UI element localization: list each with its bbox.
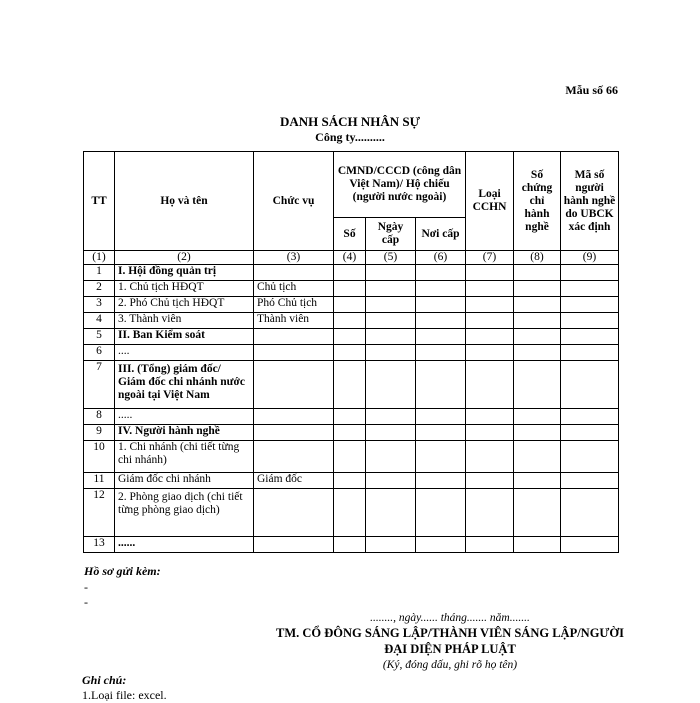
column-number: (5): [366, 251, 416, 265]
row-position: Phó Chủ tịch: [254, 297, 334, 313]
row-number: 9: [84, 425, 115, 441]
row-name: 2. Phó Chủ tịch HĐQT: [115, 297, 254, 313]
row-number: 6: [84, 345, 115, 361]
attachments-title: Hồ sơ gửi kèm:: [84, 564, 161, 578]
header-id-number: Số: [334, 218, 366, 251]
table-row: [84, 297, 619, 313]
header-name: Họ và tên: [115, 152, 254, 251]
row-number: 10: [84, 441, 115, 473]
column-number: (3): [254, 251, 334, 265]
document-title: DANH SÁCH NHÂN SỰ: [280, 114, 420, 129]
row-number: 1: [84, 265, 115, 281]
table-row: [84, 441, 619, 473]
row-position: [254, 537, 334, 553]
table-row: [84, 489, 619, 537]
header-position: Chức vụ: [254, 152, 334, 251]
table-row: [84, 473, 619, 489]
row-number: 12: [84, 489, 115, 537]
header-cert-type: Loại CCHN: [466, 152, 514, 251]
row-position: [254, 265, 334, 281]
row-position: Chủ tịch: [254, 281, 334, 297]
row-number: 8: [84, 409, 115, 425]
row-name: 3. Thành viên: [115, 313, 254, 329]
row-position: [254, 425, 334, 441]
row-number: 3: [84, 297, 115, 313]
row-position: Giám đốc: [254, 473, 334, 489]
row-number: 5: [84, 329, 115, 345]
table-row: [84, 361, 619, 409]
row-position: [254, 409, 334, 425]
column-number: (4): [334, 251, 366, 265]
header-issue-place: Nơi cấp: [416, 218, 466, 251]
attachment-item: -: [84, 580, 88, 594]
table-row: [84, 281, 619, 297]
row-position: Thành viên: [254, 313, 334, 329]
row-name: III. (Tổng) giám đốc/ Giám đốc chi nhánh nước ngoài tại Việt Nam: [115, 361, 254, 409]
header-practitioner-code: Mã số người hành nghề do UBCK xác định: [561, 152, 619, 251]
column-number: (2): [115, 251, 254, 265]
row-position: [254, 329, 334, 345]
table-row: [84, 313, 619, 329]
column-number: (7): [466, 251, 514, 265]
row-number: 7: [84, 361, 115, 409]
table-row: [84, 265, 619, 281]
column-number: (8): [514, 251, 561, 265]
row-position: [254, 345, 334, 361]
date-line: ........, ngày...... tháng....... năm.......: [370, 612, 530, 624]
signature-note: (Ký, đóng dấu, ghi rõ họ tên): [382, 659, 518, 671]
table-row: [84, 537, 619, 553]
row-name: IV. Người hành nghề: [115, 425, 254, 441]
header-tt: TT: [84, 152, 115, 251]
staff-table: [83, 151, 619, 553]
header-cert-number: Số chứng chỉ hành nghề: [514, 152, 561, 251]
row-name: 1. Chủ tịch HĐQT: [115, 281, 254, 297]
column-number-row: [84, 251, 619, 265]
company-subtitle: Công ty..........: [315, 130, 385, 144]
row-number: 13: [84, 537, 115, 553]
row-name: I. Hội đồng quản trị: [115, 265, 254, 281]
row-position: [254, 361, 334, 409]
row-position: [254, 441, 334, 473]
row-name: II. Ban Kiểm soát: [115, 329, 254, 345]
note-item: 1.Loại file: excel.: [82, 688, 167, 702]
column-number: (1): [84, 251, 115, 265]
row-number: 11: [84, 473, 115, 489]
form-number: Mẫu số 66: [565, 83, 618, 97]
row-name: .....: [115, 409, 254, 425]
row-name: 1. Chi nhánh (chi tiết từng chi nhánh): [115, 441, 254, 473]
table-row: [84, 329, 619, 345]
header-id-group: CMND/CCCD (công dân Việt Nam)/ Hộ chiếu (người nước ngoài): [334, 152, 466, 218]
row-name: 2. Phòng giao dịch (chi tiết từng phòng giao dịch): [115, 489, 254, 537]
header-issue-date: Ngày cấp: [366, 218, 416, 251]
table-row: [84, 345, 619, 361]
signature-title: TM. CỔ ĐÔNG SÁNG LẬP/THÀNH VIÊN SÁNG LẬP/NGƯỜI ĐẠI DIỆN PHÁP LUẬT: [276, 626, 624, 656]
row-position: [254, 489, 334, 537]
attachment-item: -: [84, 595, 88, 609]
row-name: Giám đốc chi nhánh: [115, 473, 254, 489]
column-number: (6): [416, 251, 466, 265]
row-name: ....: [115, 345, 254, 361]
row-name: ......: [115, 537, 254, 553]
column-number: (9): [561, 251, 619, 265]
table-row: [84, 409, 619, 425]
row-number: 2: [84, 281, 115, 297]
row-number: 4: [84, 313, 115, 329]
notes-title: Ghi chú:: [82, 673, 127, 687]
table-row: [84, 425, 619, 441]
